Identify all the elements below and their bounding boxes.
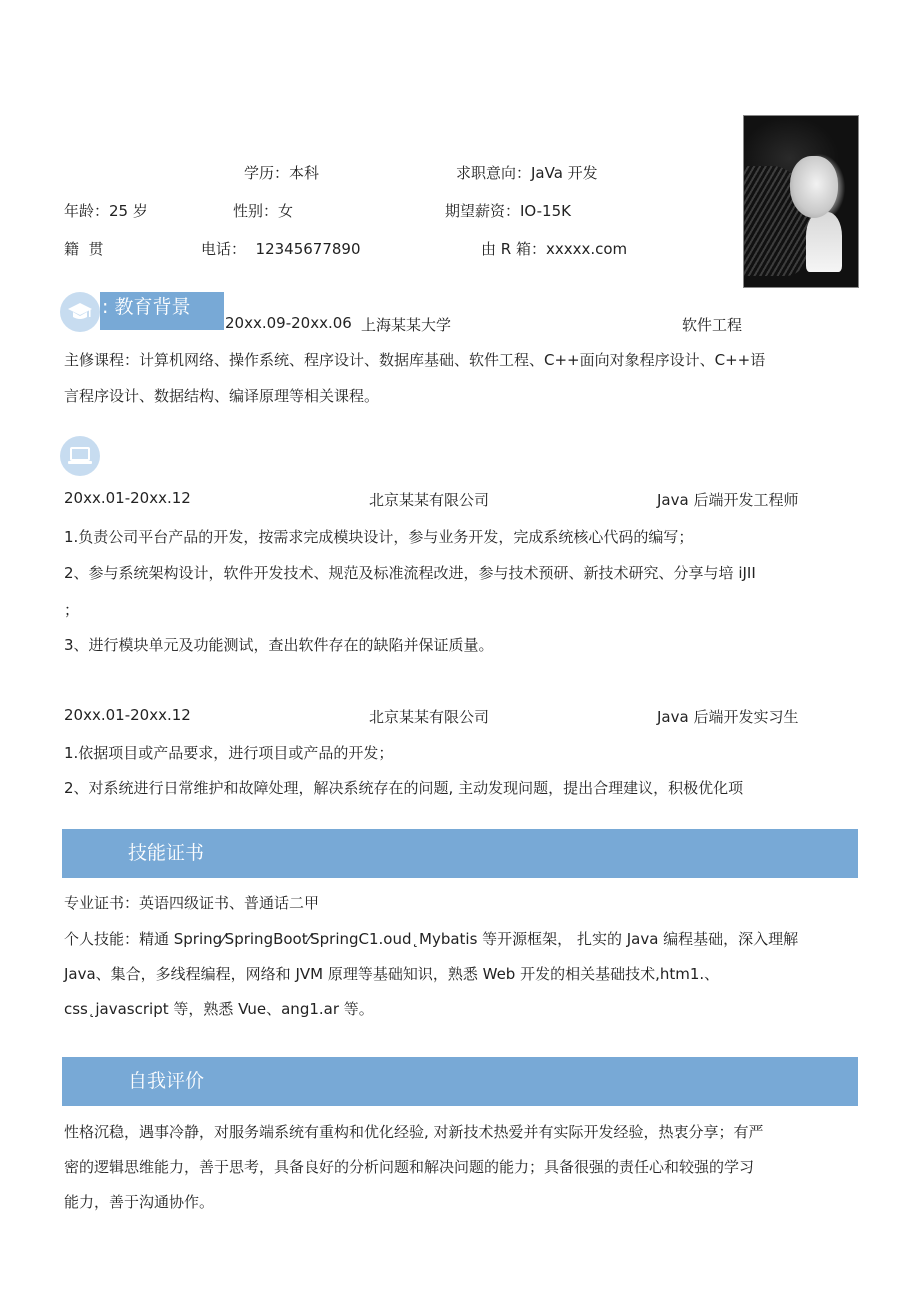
- profile-photo: [743, 115, 859, 288]
- age: 年龄：25 岁: [64, 202, 148, 220]
- self-evaluation-line: 能力，善于沟通协作。: [64, 1193, 215, 1211]
- job-duty: 1.负责公司平台产品的开发，按需求完成模块设计，参与业务开发，完成系统核心代码的编写；: [64, 528, 694, 546]
- certificates: 专业证书：英语四级证书、普通话二甲: [64, 894, 320, 912]
- company-name: 北京某某有限公司: [369, 491, 490, 509]
- courses-line: 言程序设计、数据结构、编译原理等相关课程。: [64, 387, 380, 405]
- phone: 电话： 12345677890: [201, 240, 361, 258]
- gender: 性别：女: [233, 202, 294, 220]
- graduation-cap-icon: [60, 292, 100, 332]
- job-duty: ；: [64, 601, 80, 619]
- job-duty: 1.依据项目或产品要求，进行项目或产品的开发；: [64, 744, 394, 762]
- skills-line: 个人技能：精通 Spring⁄SpringBoot⁄SpringC1.oud˛Mybatis 等开源框架， 扎实的 Java 编程基础，深入理解: [64, 930, 799, 948]
- education-section-title: : 教育背景: [100, 292, 224, 330]
- job-period: 20xx.01-20xx.12: [64, 706, 191, 724]
- skills-line: Java、集合，多线程编程，网络和 JVM 原理等基础知识，熟悉 Web 开发的相关基础技术,htm1.、: [64, 965, 720, 983]
- native-place: 籍 贯: [64, 240, 104, 258]
- laptop-icon: [60, 436, 100, 476]
- education-level: 学历：本科: [244, 164, 320, 182]
- school-name: 上海某某大学: [361, 316, 452, 334]
- company-name: 北京某某有限公司: [369, 708, 490, 726]
- self-evaluation-line: 密的逻辑思维能力，善于思考，具备良好的分析问题和解决问题的能力；具备很强的责任心和较强的学习: [64, 1158, 755, 1176]
- major: 软件工程: [682, 316, 743, 334]
- self-evaluation-line: 性格沉稳，遇事冷静，对服务端系统有重构和优化经验, 对新技术热爱并有实际开发经验，热衷分享；有严: [64, 1123, 764, 1141]
- email: 由 R 箱：xxxxx.com: [481, 240, 628, 258]
- job-intention: 求职意向：JaVa 开发: [456, 164, 598, 182]
- skills-line: css˛javascript 等，熟悉 Vue、ang1.ar 等。: [64, 1000, 374, 1018]
- job-duty: 2、对系统进行日常维护和故障处理，解决系统存在的问题, 主动发现问题，提出合理建议，积极优化项: [64, 779, 744, 797]
- job-period: 20xx.01-20xx.12: [64, 489, 191, 507]
- courses-line: 主修课程：计算机网络、操作系统、程序设计、数据库基础、软件工程、C++面向对象程序设计、C++语: [64, 351, 766, 369]
- job-position: Java 后端开发实习生: [657, 708, 799, 726]
- job-duty: 3、进行模块单元及功能测试，查出软件存在的缺陷并保证质量。: [64, 636, 494, 654]
- self-evaluation-section-title: 自我评价: [62, 1057, 858, 1106]
- skills-section-title: 技能证书: [62, 829, 858, 878]
- expected-salary: 期望薪资：IO-15K: [445, 202, 571, 220]
- job-position: Java 后端开发工程师: [657, 491, 799, 509]
- education-period: 20xx.09-20xx.06: [225, 314, 352, 332]
- job-duty: 2、参与系统架构设计，软件开发技术、规范及标准流程改进，参与技术预研、新技术研究、分享与培 iJII: [64, 564, 756, 582]
